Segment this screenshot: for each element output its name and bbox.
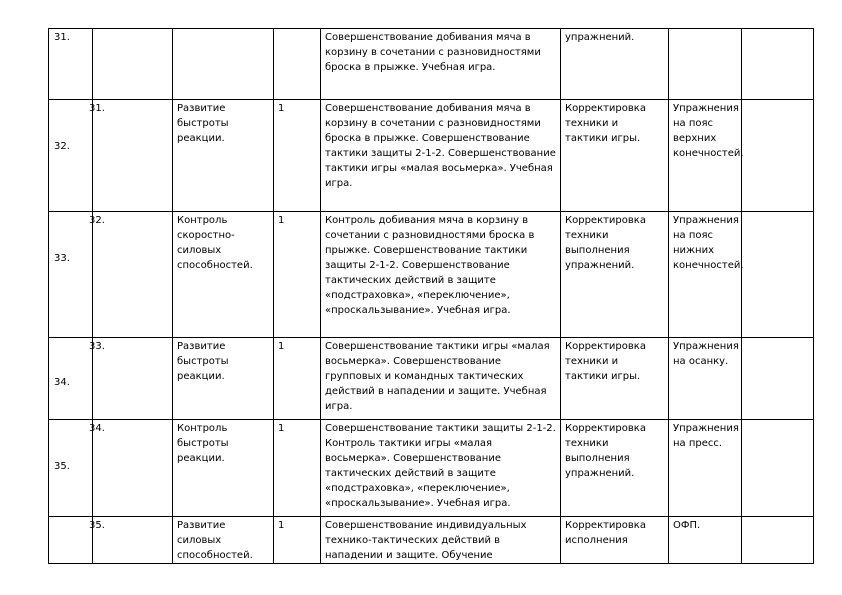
lesson-topic: Развитие быстроты реакции. [173,100,274,212]
empty-cell [93,100,173,212]
table-row [49,29,814,100]
lesson-hours: 1 [274,212,321,338]
empty-cell [173,29,274,100]
lesson-homework: ОФП. [669,517,742,564]
lesson-control: Корректировка техники и тактики игры. [561,338,669,420]
lesson-plan-table [48,28,814,564]
lesson-number: 33. [54,253,70,264]
lesson-number: 34. [54,377,70,388]
lesson-hours: 1 [274,517,321,564]
lesson-number-cell [49,29,93,100]
lesson-number-cell [49,100,105,212]
lesson-content: Контроль добивания мяча в корзину в сочетании с разновидностями броска в прыжке. Совершенствование тактики защиты 2-1-2. Совершенствование тактических действий в защите «подстраховка», «переключение», «проскальзывание». Учебная игра. [321,212,561,338]
lesson-number: 35. [54,461,70,472]
lesson-homework: Упражнения на пояс нижних конечностей. [669,212,742,338]
lesson-number-cell [49,338,105,420]
empty-cell [93,29,173,100]
sub-number: 33. [89,341,105,352]
empty-cell [742,29,814,100]
lesson-topic: Развитие быстроты реакции. [173,338,274,420]
table-row [49,212,814,338]
lesson-content: Совершенствование индивидуальных технико-тактических действий в нападении и защите. Обучение [321,517,561,564]
lesson-topic: Контроль скоростно-силовых способностей. [173,212,274,338]
lesson-homework: Упражнения на пояс верхних конечностей. [669,100,742,212]
empty-cell [742,212,814,338]
lesson-homework [669,29,742,100]
lesson-content: Совершенствование тактики защиты 2-1-2. Контроль тактики игры «малая восьмерка». Совершенствование тактических действий в защите «подстраховка», «переключение», «проскальзывание». Учебная игра. [321,420,561,517]
sub-number: 34. [89,423,105,434]
lesson-hours: 1 [274,100,321,212]
table-row [49,338,814,420]
lesson-topic: Контроль быстроты реакции. [173,420,274,517]
lesson-content: Совершенствование добивания мяча в корзину в сочетании с разновидностями броска в прыжке. Учебная игра. [321,29,561,100]
lesson-content: Совершенствование добивания мяча в корзину в сочетании с разновидностями броска в прыжке. Совершенствование тактики защиты 2-1-2. Совершенствование тактики игры «малая восьмерка». Учебная игра. [321,100,561,212]
table-row [49,100,814,212]
table-row [49,517,814,564]
empty-cell [742,420,814,517]
lesson-control: Корректировка техники выполнения упражнений. [561,420,669,517]
lesson-hours: 1 [274,338,321,420]
lesson-number-cell [49,212,105,338]
lesson-control: упражнений. [561,29,669,100]
lesson-control: Корректировка техники и тактики игры. [561,100,669,212]
lesson-number: 32. [54,141,70,152]
empty-cell [742,517,814,564]
lesson-homework: Упражнения на осанку. [669,338,742,420]
lesson-control: Корректировка исполнения [561,517,669,564]
sub-number: 35. [89,520,105,531]
lesson-homework: Упражнения на пресс. [669,420,742,517]
lesson-number: 31. [54,32,70,43]
lesson-number-cell [49,420,105,517]
lesson-topic: Развитие силовых способностей. [173,517,274,564]
empty-cell [274,29,321,100]
empty-cell [93,212,173,338]
sub-number: 32. [89,215,105,226]
lesson-hours: 1 [274,420,321,517]
table-row [49,420,814,517]
lesson-number-cell [49,517,105,564]
lesson-control: Корректировка техники выполнения упражнений. [561,212,669,338]
empty-cell [742,338,814,420]
sub-number: 31. [89,103,105,114]
empty-cell [742,100,814,212]
lesson-content: Совершенствование тактики игры «малая восьмерка». Совершенствование групповых и командных тактических действий в нападении и защите. Учебная игра. [321,338,561,420]
